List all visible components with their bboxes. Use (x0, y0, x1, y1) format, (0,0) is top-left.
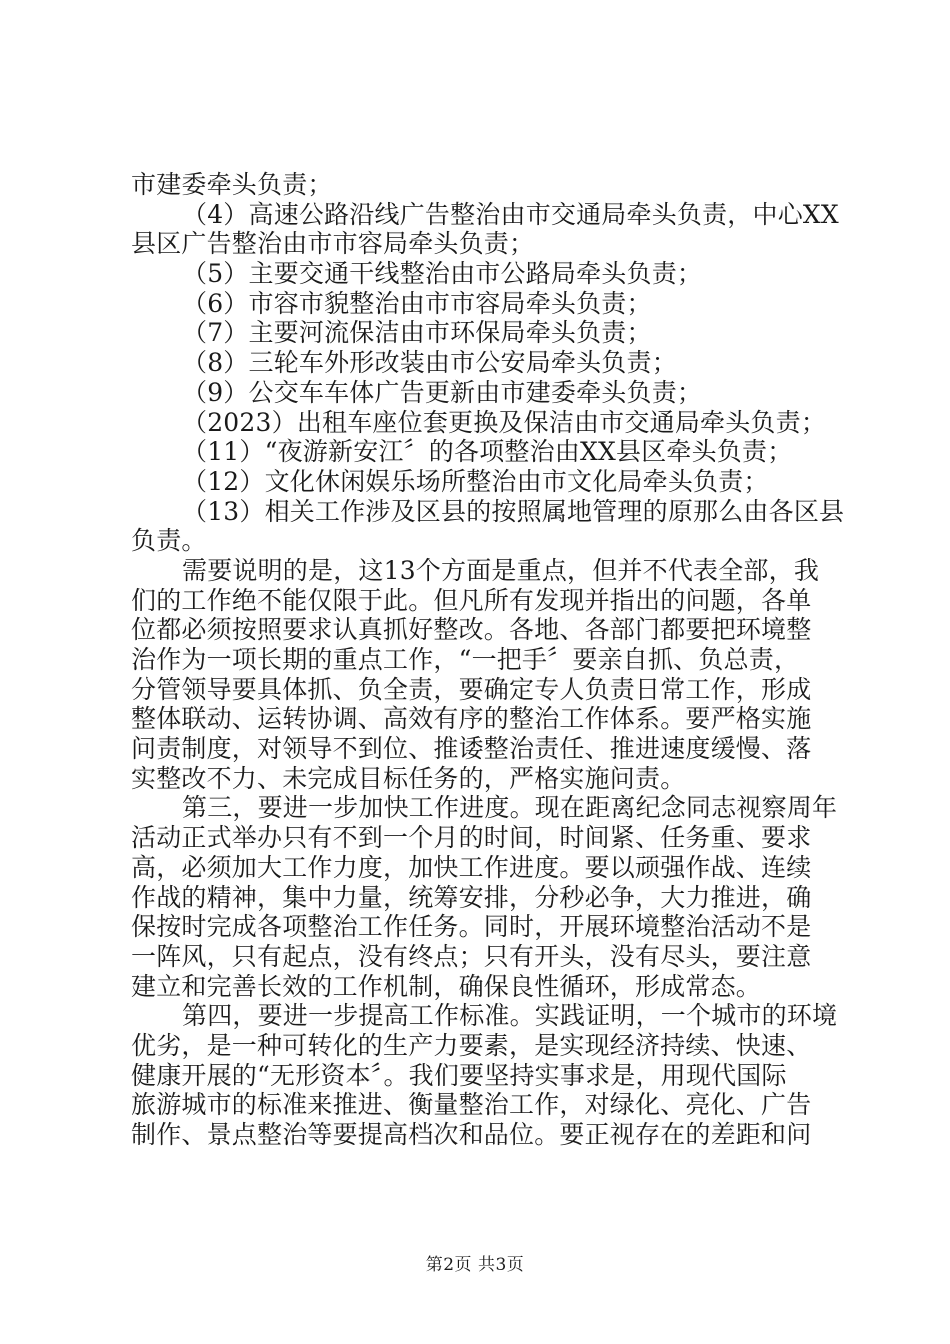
text-line: 活动正式举办只有不到一个月的时间，时间紧、任务重、要求 (131, 823, 812, 853)
text-line: （7）主要河流保洁由市环保局牵头负责； (182, 318, 652, 348)
text-line: （12）文化休闲娱乐场所整治由市文化局牵头负责； (182, 466, 769, 496)
page-number-footer: 第2页 共3页 (425, 1255, 525, 1275)
text-line: 整体联动、运转协调、高效有序的整治工作体系。要严格实施 (131, 704, 812, 734)
text-line: 优劣，是一种可转化的生产力要素，是实现经济持续、快速、 (131, 1030, 812, 1060)
document-body (131, 170, 845, 1150)
text-line: （13）相关工作涉及区县的按照属地管理的原那么由各区县 (182, 496, 845, 526)
text-line: 高，必须加大工作力度，加快工作进度。要以顽强作战、连续 (131, 852, 812, 882)
text-line: （4）高速公路沿线广告整治由市交通局牵头负责，中心XX (182, 199, 839, 229)
text-line: （2023）出租车座位套更换及保洁由市交通局牵头负责； (182, 407, 827, 437)
text-line: 们的工作绝不能仅限于此。但凡所有发现并指出的问题，各单 (131, 585, 812, 615)
text-line: 市建委牵头负责； (131, 170, 333, 199)
text-line: 旅游城市的标准来推进、衡量整治工作，对绿化、亮化、广告 (131, 1090, 812, 1120)
text-line: 第三，要进一步加快工作进度。现在距离纪念同志视察周年 (182, 793, 838, 823)
text-line: （5）主要交通干线整治由市公路局牵头负责； (182, 259, 703, 289)
text-line: 一阵风，只有起点，没有终点；只有开头，没有尽头，要注意 (131, 941, 812, 971)
text-line: （6）市容市貌整治由市市容局牵头负责； (182, 288, 652, 318)
text-line: 保按时完成各项整治工作任务。同时，开展环境整治活动不是 (131, 912, 812, 942)
text-line: （11）“夜游新安江〞的各项整治由XX县区牵头负责； (182, 437, 793, 467)
text-line: 实整改不力、未完成目标任务的，严格实施问责。 (131, 763, 686, 793)
text-line: 负责。 (131, 526, 207, 556)
text-line: 问责制度，对领导不到位、推诿整治责任、推进速度缓慢、落 (131, 734, 812, 764)
text-line: （8）三轮车外形改装由市公安局牵头负责； (182, 348, 677, 378)
text-line: 县区广告整治由市市容局牵头负责； (131, 229, 535, 259)
text-line: 健康开展的“无形资本〞。我们要坚持实事求是，用现代国际 (131, 1060, 787, 1090)
text-line: 制作、景点整治等要提高档次和品位。要正视存在的差距和问 (131, 1120, 812, 1149)
text-line: 第四，要进一步提高工作标准。实践证明，一个城市的环境 (182, 1001, 838, 1031)
text-line: （9）公交车车体广告更新由市建委牵头负责； (182, 377, 703, 407)
text-line: 作战的精神，集中力量，统筹安排，分秒必争，大力推进，确 (131, 882, 812, 912)
text-line: 分管领导要具体抓、负全责，要确定专人负责日常工作，形成 (131, 674, 812, 704)
text-line: 治作为一项长期的重点工作，“一把手〞要亲自抓、负总责， (131, 645, 800, 674)
text-line: 需要说明的是，这13个方面是重点，但并不代表全部，我 (182, 555, 820, 585)
text-line: 位都必须按照要求认真抓好整改。各地、各部门都要把环境整 (131, 615, 812, 645)
text-line: 建立和完善长效的工作机制，确保良性循环，形成常态。 (131, 971, 762, 1001)
